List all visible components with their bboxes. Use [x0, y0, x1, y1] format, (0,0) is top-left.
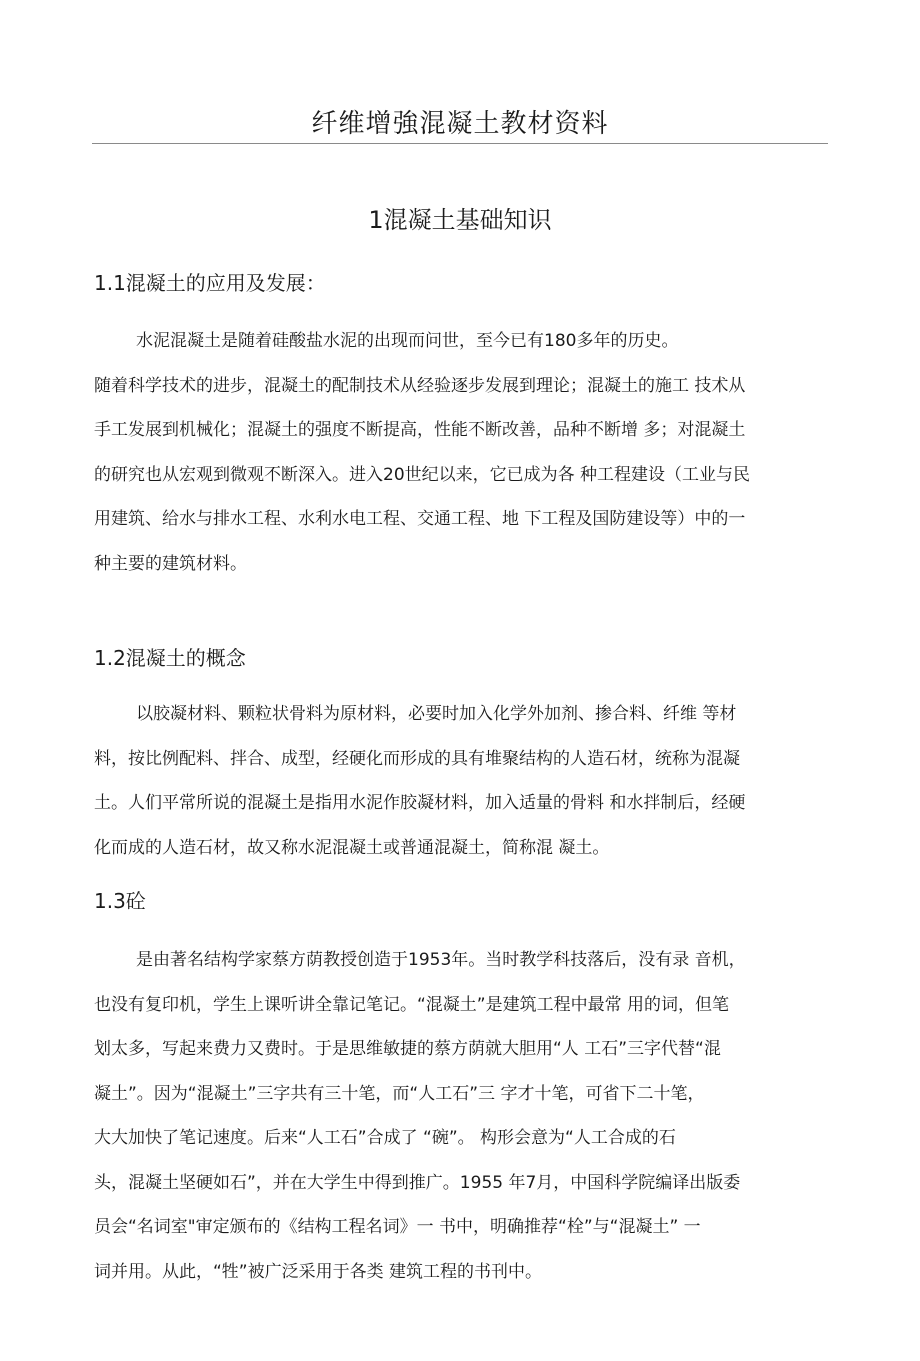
section-1-3-paragraph: [94, 938, 834, 1294]
paragraph-line: 员会“名词室"审定颁布的《结构工程名词》一 书中，明确推荐“栓”与“混凝土” 一: [94, 1217, 701, 1237]
paragraph-line: 种主要的建筑材料。: [94, 553, 247, 574]
paragraph-line: 划太多，写起来费力又费时。于是思维敏捷的蔡方荫就大胆用“人 工石”三字代替“混: [94, 1039, 721, 1059]
paragraph-line: 的研究也从宏观到微观不断深入。进入20世纪以来，它已成为各 种工程建设（工业与民: [94, 464, 751, 485]
paragraph-line: 也没有复印机，学生上课听讲全靠记笔记。“混凝土”是建筑工程中最常 用的词，但笔: [94, 994, 730, 1015]
paragraph-line: 水泥混凝土是随着硅酸盐水泥的出现而问世，至今已有180多年的历史。: [136, 331, 679, 351]
section-heading-1-3: 1.3砼: [94, 889, 146, 913]
paragraph-line: 词并用。从此，“牲”被广泛采用于各类 建筑工程的书刊中。: [94, 1261, 543, 1282]
paragraph-line: 大大加快了笔记速度。后来“人工石”合成了 “碗”。 构形会意为“人工合成的石: [94, 1128, 676, 1148]
paragraph-line: 用建筑、给水与排水工程、水利水电工程、交通工程、地 下工程及国防建设等）中的一: [94, 509, 746, 529]
paragraph-line: 以胶凝材料、颗粒状骨料为原材料，必要时加入化学外加剂、掺合料、纤维 等材: [136, 704, 737, 724]
paragraph-line: 土。人们平常所说的混凝土是指用水泥作胶凝材料，加入适量的骨料 和水拌制后，经硬: [94, 793, 746, 813]
paragraph-line: 是由著名结构学家蔡方荫教授创造于1953年。当时教学科技落后，没有录 音机，: [136, 950, 746, 970]
title-divider: [92, 143, 828, 144]
paragraph-line: 料，按比例配料、拌合、成型，经硬化而形成的具有堆聚结构的人造石材，统称为混凝: [94, 748, 740, 769]
paragraph-line: 头，混凝土坚硬如石”，并在大学生中得到推广。1955 年7月，中国科学院编译出版委: [94, 1172, 741, 1193]
section-heading-1-2: 1.2混凝土的概念: [94, 646, 246, 670]
chapter-title: 1混凝土基础知识: [368, 206, 552, 234]
paragraph-line: 凝土”。因为“混凝土”三字共有三十笔，而“人工石”三 字才十笔，可省下二十笔，: [94, 1083, 705, 1104]
paragraph-line: 随着科学技术的进步，混凝土的配制技术从经验逐步发展到理论；混凝土的施工 技术从: [94, 375, 746, 396]
section-1-1-paragraph: [94, 319, 834, 586]
section-heading-1-1: 1.1混凝土的应用及发展：: [94, 271, 326, 295]
paragraph-line: 手工发展到机械化；混凝土的强度不断提高，性能不断改善，品种不断增 多；对混凝土: [94, 420, 746, 440]
paragraph-line: 化而成的人造石材，故又称水泥混凝土或普通混凝土，简称混 凝土。: [94, 837, 610, 858]
document-title: 纤维增強混凝土教材资料: [311, 109, 609, 139]
section-1-2-paragraph: [94, 692, 834, 870]
